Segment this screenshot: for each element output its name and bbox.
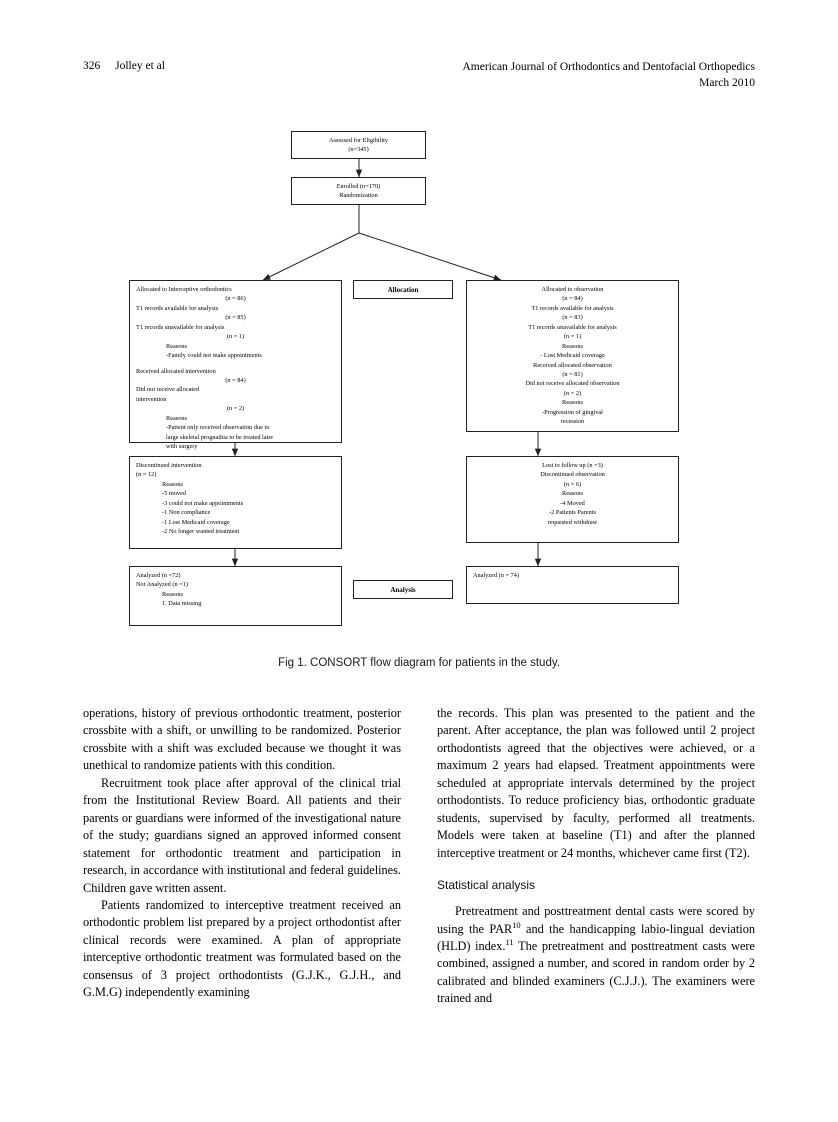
left-fu-line-1: (n = 12) <box>136 471 157 479</box>
left-alloc-line-10: (n = 84) <box>225 376 246 384</box>
right-fu-line-5: -2 Patients Parents <box>549 509 596 517</box>
right-fu-line-2: (n = 6) <box>563 480 582 488</box>
left-fu-line-7: -2 No longer wanted treatment <box>162 528 240 536</box>
node-lost-to-follow-up <box>466 456 679 543</box>
right-an-line-0: Analyzed (n = 74) <box>473 572 520 579</box>
right-alloc-line-6: Reasons <box>562 342 583 350</box>
right-alloc-line-1: (n = 84) <box>562 295 583 303</box>
left-fu-line-4: -3 could not make appointments <box>162 499 244 507</box>
left-fu-line-3: -5 moved <box>162 490 186 498</box>
node-allocated-observation <box>466 280 679 432</box>
section-heading-statistical-analysis: Statistical analysis <box>437 878 536 893</box>
left-alloc-line-17: with surgery <box>166 443 198 450</box>
left-alloc-line-14: Reasons <box>166 414 187 422</box>
right-alloc-line-12: Reasons <box>562 399 583 407</box>
node-analyzed-left <box>129 566 342 626</box>
running-head-authors: Jolley et al <box>115 60 165 72</box>
body-column-left <box>83 705 401 1002</box>
journal-title: American Journal of Orthodontics and Dentofacial Orthopedics <box>462 61 755 73</box>
left-alloc-line-16: large skeletal prognathia to be treated later <box>166 433 274 441</box>
right-alloc-line-8: Received allocated observation <box>533 361 612 369</box>
right-alloc-line-9: (n = 81) <box>562 370 583 378</box>
left-alloc-line-9: Received allocated intervention <box>136 367 216 375</box>
left-alloc-line-2: T1 records available for analysis <box>136 304 219 312</box>
left-alloc-line-1: (n = 86) <box>225 295 246 303</box>
right-fu-line-4: -4 Moved <box>560 499 585 507</box>
node-enrolled-randomization <box>291 177 426 205</box>
right-fu-line-6: requested withdraw <box>547 518 598 526</box>
analysis-label-text: Analysis <box>390 585 416 594</box>
assessed-line-2: (n=345) <box>348 146 369 154</box>
left-alloc-line-6: Reasons <box>166 342 187 350</box>
left-alloc-line-12: intervention <box>136 395 167 403</box>
right-alloc-line-5: (n = 1) <box>563 333 582 341</box>
left-fu-line-6: -1 Lost Medicaid coverage <box>162 518 230 526</box>
right-alloc-line-4: T1 records unavailable for analysis <box>528 323 617 331</box>
running-head-right <box>462 60 755 91</box>
label-analysis <box>353 580 453 599</box>
paragraph-left-3: Patients randomized to interceptive treatment received an orthodontic problem list prepared by a project orthodontist after clinical records were examined. A plan of appropriate interceptive orthodontic treatment was formulated based on the consensus of 3 project orthodontists (G.J.K., G.J.H., and G.M.G) independently examining <box>83 897 401 1000</box>
figure-caption: Fig 1. CONSORT flow diagram for patients in the study. <box>278 657 560 669</box>
paragraph-right-2-part-c: The pretreatment and posttreatment casts were combined, assigned a number, and scored in random order by 2 calibrated and blinded examiners (C.J.J.). The examiners were trained and <box>437 939 755 1006</box>
left-alloc-line-5: (n = 1) <box>226 333 245 341</box>
figure-consort-flow-diagram <box>83 120 755 675</box>
running-head-left <box>83 60 165 72</box>
reference-11: 11 <box>505 936 514 947</box>
right-alloc-line-11: (n = 2) <box>563 389 582 397</box>
left-alloc-line-3: (n = 85) <box>225 314 246 322</box>
left-alloc-line-11: Did not receive allocated <box>136 386 200 394</box>
node-assessed-for-eligibility <box>291 131 426 159</box>
assessed-line-1: Assessed for Eligibility <box>328 137 389 144</box>
node-allocated-interceptive-orthodontics <box>129 280 342 450</box>
paragraph-right-2-part-a: Pretreatment and posttreatment dental casts were scored by using the PAR <box>437 904 755 936</box>
left-alloc-line-7: -Family could not make appointments <box>166 352 262 360</box>
right-alloc-line-3: (n = 83) <box>562 314 583 322</box>
paragraph-left-1: operations, history of previous orthodontic treatment, posterior crossbite with a shift, or unwilling to be randomized. Posterior crossbite with a shift was excluded because we thought it was unethical to randomize patients with this condition. <box>83 706 401 773</box>
left-alloc-line-4: T1 records unavailable for analysis <box>136 323 225 331</box>
left-an-line-0: Analyzed (n =72) <box>136 572 181 579</box>
right-alloc-line-14: recession <box>560 418 585 426</box>
left-alloc-line-15: -Patient only received observation due to <box>166 424 270 432</box>
left-an-line-1: Not Analyzed (n =1) <box>136 581 188 589</box>
right-fu-line-3: Reasons <box>562 490 583 498</box>
enrolled-line-2: Randomization <box>339 192 378 200</box>
page-number: 326 <box>83 60 101 72</box>
left-an-line-2: Reasons <box>162 590 183 598</box>
paragraph-right-2-part-b: and the handicapping labio-lingual deviation (HLD) index. <box>437 921 755 954</box>
issue-date: March 2010 <box>699 76 755 89</box>
node-discontinued-intervention <box>129 456 342 549</box>
paragraph-right-1: the records. This plan was presented to the patient and the parent. After acceptance, the plan was followed until 2 project orthodontists agreed that the objectives were achieved, or a maximum 2 years had elapsed. Treatment appointments were scheduled at appropriate intervals determined by the project orthodontists. To reduce proficiency bias, orthodontic graduate students, supervised by faculty, performed all treatments. Models were taken at baseline (T1) and after the planned interceptive treatment or 24 months, whichever came first (T2). <box>437 706 755 860</box>
right-alloc-line-13: -Progression of gingival <box>542 408 603 416</box>
right-alloc-line-7: - Lost Medicaid coverage <box>540 352 605 360</box>
left-fu-line-5: -1 Non compliance <box>162 509 211 517</box>
body-column-right <box>437 705 755 1008</box>
enrolled-line-1: Enrolled (n=170) <box>336 183 381 190</box>
right-alloc-line-10: Did not receive allocated observation <box>525 380 620 388</box>
left-an-line-3: 1. Data missing <box>162 600 202 608</box>
label-allocation <box>353 280 453 299</box>
node-analyzed-right <box>466 566 679 604</box>
right-alloc-line-2: T1 records available for analysis <box>531 304 614 312</box>
allocation-label-text: Allocation <box>387 285 419 294</box>
left-fu-line-0: Discontinued intervention <box>136 462 202 469</box>
left-alloc-line-13: (n = 2) <box>226 405 245 413</box>
reference-10: 10 <box>512 919 521 930</box>
paragraph-right-2 <box>437 903 755 1008</box>
right-fu-line-1: Discontinued observation <box>540 471 605 479</box>
right-alloc-line-0: Allocated to observation <box>541 286 604 293</box>
paragraph-left-2: Recruitment took place after approval of the clinical trial from the Institutional Review Board. All patients and their parents or guardians were informed of the investigational nature of the study; guardians signed an approved informed consent statement for orthodontic treatment and participation in research, in accordance with institutional and federal guidelines. Children gave written assent. <box>83 775 401 895</box>
left-fu-line-2: Reasons <box>162 480 183 488</box>
right-fu-line-0: Lost to follow up (n =3) <box>542 462 603 469</box>
left-alloc-line-0: Allocated to Interceptive orthodontics <box>136 286 232 293</box>
